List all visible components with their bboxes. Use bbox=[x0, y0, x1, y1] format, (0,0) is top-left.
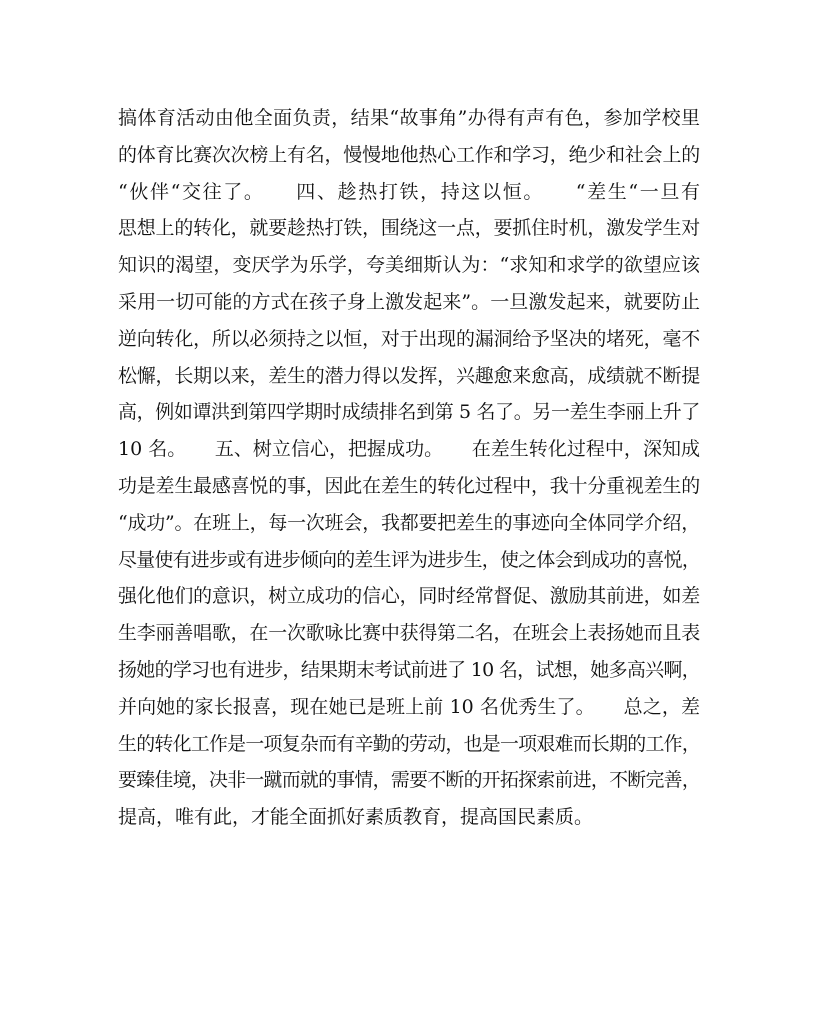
text-line: 的体育比赛次次榜上有名，慢慢地他热心工作和学习，绝少和社会上的 bbox=[118, 143, 700, 166]
text-line: 功是差生最感喜悦的事，因此在差生的转化过程中，我十分重视差生的 bbox=[118, 474, 700, 497]
text-line: 逆向转化，所以必须持之以恒，对于出现的漏洞给予坚决的堵死，毫不 bbox=[118, 327, 700, 350]
text-line: 扬她的学习也有进步，结果期末考试前进了 10 名，试想，她多高兴啊， bbox=[118, 658, 700, 681]
text-line: 并向她的家长报喜，现在她已是班上前 10 名优秀生了。 总之，差 bbox=[118, 695, 700, 718]
body-text bbox=[118, 100, 700, 836]
text-line: 强化他们的意识，树立成功的信心，同时经常督促、激励其前进，如差 bbox=[118, 585, 700, 608]
text-line: 生的转化工作是一项复杂而有辛勤的劳动，也是一项艰难而长期的工作， bbox=[118, 732, 700, 755]
text-line: 采用一切可能的方式在孩子身上激发起来”。一旦激发起来，就要防止 bbox=[118, 290, 700, 313]
text-line: 生李丽善唱歌，在一次歌咏比赛中获得第二名，在班会上表扬她而且表 bbox=[118, 622, 700, 645]
text-line-last: 提高，唯有此，才能全面抓好素质教育，提高国民素质。 bbox=[118, 806, 594, 829]
text-line: 搞体育活动由他全面负责，结果“故事角”办得有声有色，参加学校里 bbox=[118, 107, 700, 129]
text-line: 10 名。 五、树立信心，把握成功。 在差生转化过程中，深知成 bbox=[118, 438, 700, 461]
text-line: 尽量使有进步或有进步倾向的差生评为进步生，使之体会到成功的喜悦， bbox=[118, 548, 700, 571]
text-line: 要臻佳境，决非一蹴而就的事情，需要不断的开拓探索前进，不断完善， bbox=[118, 769, 700, 792]
text-line: 思想上的转化，就要趁热打铁，围绕这一点，要抓住时机，激发学生对 bbox=[118, 217, 700, 240]
text-line: 松懈，长期以来，差生的潜力得以发挥，兴趣愈来愈高，成绩就不断提 bbox=[118, 364, 700, 387]
text-line: “成功”。在班上，每一次班会，我都要把差生的事迹向全体同学介绍， bbox=[118, 511, 700, 534]
text-line: “伙伴“交往了。 四、趁热打铁，持这以恒。 “差生“一旦有 bbox=[118, 180, 700, 203]
text-line: 高，例如谭洪到第四学期时成绩排名到第 5 名了。另一差生李丽上升了 bbox=[118, 401, 700, 424]
text-line: 知识的渴望，变厌学为乐学，夸美细斯认为：“求知和求学的欲望应该 bbox=[118, 254, 700, 277]
